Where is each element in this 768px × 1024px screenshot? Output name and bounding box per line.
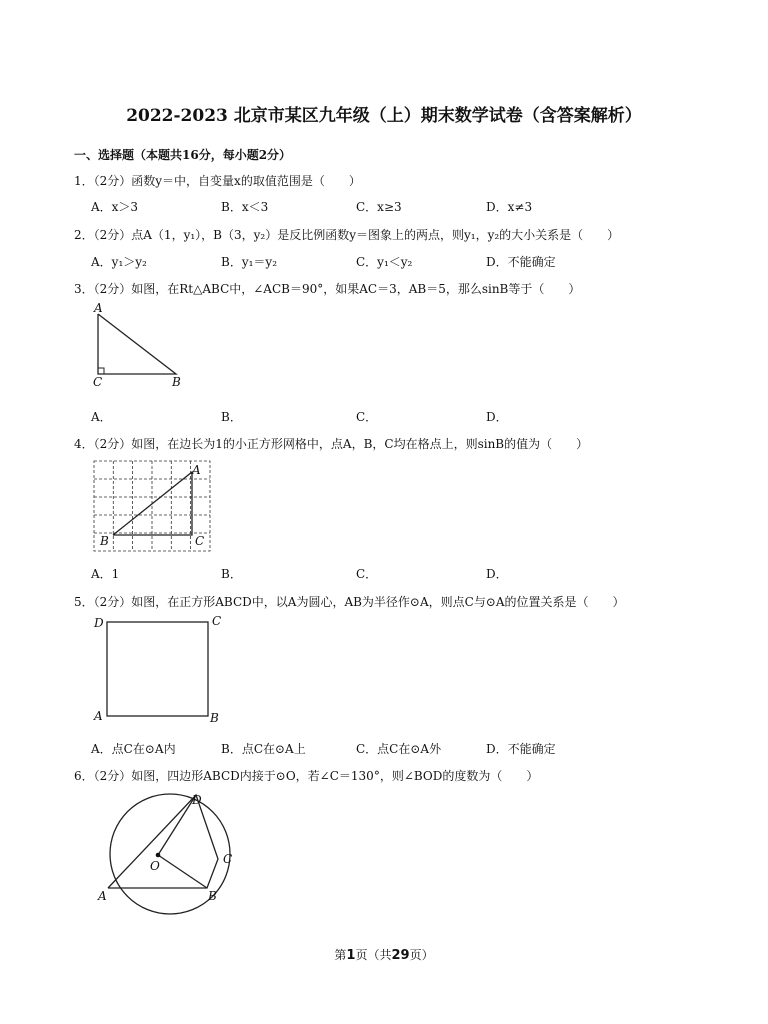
footer-mid: 页（共 — [355, 948, 392, 962]
q3-option-d: D． — [486, 410, 508, 424]
q4-label-a: A — [192, 463, 201, 477]
q4-option-c: C． — [356, 567, 378, 581]
footer-page-number: 1 — [346, 948, 356, 963]
q1-option-b: B．x＜3 — [221, 200, 269, 214]
q5-option-b: B．点C在⊙A上 — [221, 742, 306, 756]
section-heading: 一、选择题（本题共16分，每小题2分） — [74, 148, 292, 162]
q4-label-b: B — [100, 534, 109, 548]
footer-post: 页） — [409, 948, 434, 962]
q6-label-d: D — [192, 793, 202, 807]
q3-label-b: B — [172, 375, 181, 389]
q3-option-b: B． — [221, 410, 242, 424]
q3-option-a: A． — [91, 410, 112, 424]
q6-label-o: O — [150, 859, 160, 873]
footer-total-pages: 29 — [391, 948, 410, 963]
q3-option-c: C． — [356, 410, 378, 424]
q5-label-b: B — [210, 711, 219, 725]
q1-option-a: A．x＞3 — [91, 200, 139, 214]
q2-option-d: D．不能确定 — [486, 255, 556, 269]
question-4: 4．（2分）如图，在边长为1的小正方形网格中，点A，B，C均在格点上，则sinB的值为（ ） — [74, 437, 589, 451]
q3-label-a: A — [94, 301, 103, 315]
q6-label-b: B — [208, 889, 217, 903]
question-6: 6．（2分）如图，四边形ABCD内接于⊙O，若∠C＝130°，则∠BOD的度数为（ ） — [74, 769, 539, 783]
q5-label-c: C — [212, 614, 222, 628]
q6-label-a: A — [98, 889, 107, 903]
question-1: 1．（2分）函数y＝中，自变量x的取值范围是（ ） — [74, 174, 361, 188]
q2-option-c: C．y₁＜y₂ — [356, 255, 413, 269]
question-3: 3．（2分）如图，在Rt△ABC中，∠ACB＝90°，如果AC＝3，AB＝5，那么sinB等于（ ） — [74, 282, 581, 296]
q5-option-d: D．不能确定 — [486, 742, 556, 756]
q4-option-d: D． — [486, 567, 508, 581]
question-5: 5．（2分）如图，在正方形ABCD中，以A为圆心，AB为半径作⊙A，则点C与⊙A的位置关系是（ ） — [74, 595, 625, 609]
q4-option-a: A．1 — [91, 567, 120, 581]
q1-option-c: C．x≥3 — [356, 200, 402, 214]
q1-option-d: D．x≠3 — [486, 200, 533, 214]
q6-circle-figure — [88, 786, 248, 916]
question-2: 2．（2分）点A（1，y₁），B（3，y₂）是反比例函数y＝图象上的两点，则y₁，y₂的大小关系是（ ） — [74, 228, 620, 242]
q4-label-c: C — [195, 534, 205, 548]
q3-label-c: C — [93, 375, 103, 389]
q3-triangle-figure — [88, 300, 188, 390]
q4-option-b: B． — [221, 567, 242, 581]
q5-square-figure — [88, 612, 228, 727]
q2-option-b: B．y₁＝y₂ — [221, 255, 277, 269]
q2-option-a: A．y₁＞y₂ — [91, 255, 147, 269]
q5-option-a: A．点C在⊙A内 — [91, 742, 176, 756]
q6-label-c: C — [223, 852, 233, 866]
q5-option-c: C．点C在⊙A外 — [356, 742, 442, 756]
q4-grid-figure — [88, 455, 218, 555]
paper-title: 2022-2023 北京市某区九年级（上）期末数学试卷（含答案解析） — [126, 106, 642, 126]
q5-label-d: D — [94, 616, 104, 630]
page-footer — [0, 946, 768, 963]
footer-pre: 第 — [334, 948, 347, 962]
q5-label-a: A — [94, 709, 103, 723]
